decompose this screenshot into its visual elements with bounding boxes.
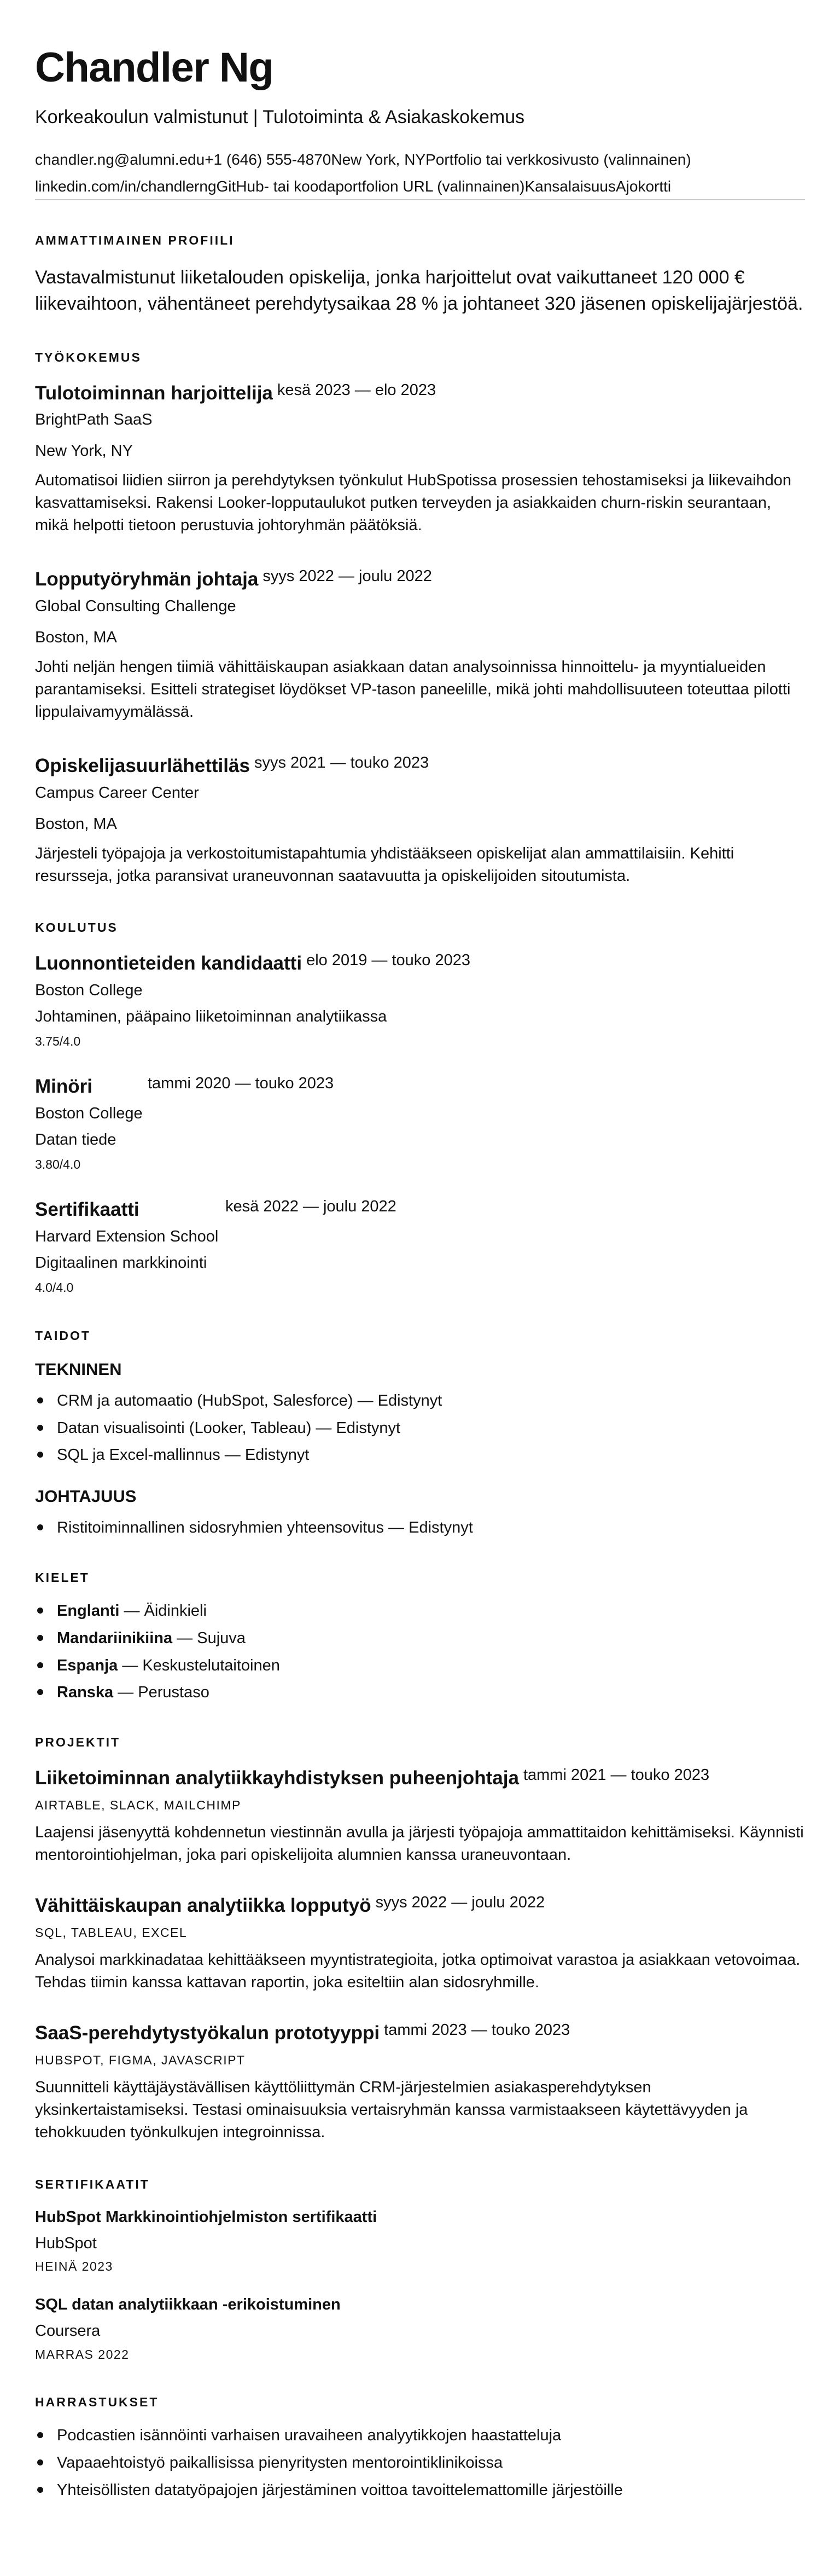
degree-dates: tammi 2020 — touko 2023: [148, 1074, 334, 1092]
school-name: Boston College: [35, 1104, 143, 1122]
degree-title: Sertifikaatti: [35, 1198, 139, 1220]
project-description: Analysoi markkinadataa kehittääkseen myyntistrategioita, jotka optimoivat varastoa ja asiakkaan vetovoimaa. Tehdas tiimin kanssa kattavan raportin, joka esiteltiin alan sidosryhmille.: [35, 1951, 801, 1992]
project-description: Suunnitteli käyttäjäystävällisen käyttöliittymän CRM-järjestelmien asiakasperehdytyksen yksinkertaistamiseksi. Testasi ominaisuuksia vertaisryhmän kanssa varmistaakseen käytettävyyden ja tehokkuuden työnkulkujen integroinnissa.: [35, 2079, 748, 2142]
project-entry: [35, 1894, 805, 1994]
project-tech: SQL, TABLEAU, EXCEL: [35, 1925, 188, 1940]
certifications-section: [35, 2177, 805, 2363]
field-of-study: Datan tiede: [35, 1131, 116, 1149]
skill-list: [35, 1391, 805, 1465]
projects-section: [35, 1735, 805, 2144]
project-name: Vähittäiskaupan analytiikka lopputyö: [35, 1895, 371, 1917]
education-entry: [35, 1198, 805, 1296]
job-organization: BrightPath SaaS: [35, 411, 153, 429]
field-of-study: Digitaalinen markkinointi: [35, 1254, 207, 1272]
section-title: TYÖKOKEMUS: [35, 350, 142, 364]
skill-item: SQL ja Excel-mallinnus — Edistynyt: [35, 1446, 805, 1465]
certification-issuer: Coursera: [35, 2322, 101, 2340]
project-dates: syys 2022 — joulu 2022: [375, 1894, 545, 1912]
skill-list: [35, 1518, 805, 1538]
languages-section: [35, 1570, 805, 1702]
certification-name: HubSpot Markkinointiohjelmiston sertifikaatti: [35, 2208, 377, 2226]
interest-list: [35, 2426, 805, 2499]
skill-item: CRM ja automaatio (HubSpot, Salesforce) — Edistynyt: [35, 1391, 805, 1411]
section-title: HARRASTUKSET: [35, 2395, 159, 2410]
project-name: Liiketoiminnan analytiikkayhdistyksen puheenjohtaja: [35, 1767, 519, 1789]
language-name: Ranska: [57, 1684, 114, 1702]
contact-line-2: linkedin.com/in/chandlerngGitHub- tai koodaportfolion URL (valinnainen)KansalaisuusAjokortti: [35, 177, 805, 200]
job-location: Boston, MA: [35, 815, 117, 833]
profile-summary: Vastavalmistunut liiketalouden opiskelija, jonka harjoittelut ovat vaikuttaneet 120 000 € liikevaihtoon, vähentäneet perehdytysaikaa 28 % ja johtaneet 320 jäsenen opiskelijajärjestöä.: [35, 266, 803, 315]
gpa: 4.0/4.0: [35, 1280, 74, 1295]
section-title: PROJEKTIT: [35, 1735, 121, 1750]
certification-issuer: HubSpot: [35, 2234, 97, 2252]
job-description: Järjesteli työpajoja ja verkostoitumistapahtumia yhdistääkseen opiskelijat alan ammattilaisiin. Kehitti resursseja, jotka paransivat uraneuvonnan saatavuutta ja opiskelijoiden sitoutumista.: [35, 844, 734, 885]
project-entry: [35, 1766, 805, 1866]
certification-date: HEINÄ 2023: [35, 2259, 113, 2274]
experience-section: [35, 350, 805, 887]
job-location: New York, NY: [35, 442, 133, 460]
gpa: 3.80/4.0: [35, 1157, 81, 1172]
section-title: SERTIFIKAATIT: [35, 2177, 150, 2191]
language-name: Espanja: [57, 1656, 118, 1674]
job-description: Automatisoi liidien siirron ja perehdytyksen työnkulut HubSpotissa prosessien tehostamiseksi ja liikevaihdon kasvattamiseksi. Rakensi Looker-lopputaulukot putken terveyden ja asiakkaiden churn-riskin seurantaan, mikä helpotti tietoon perustuvia johtoryhmän päätöksiä.: [35, 471, 792, 535]
certification-entry: [35, 2208, 805, 2275]
field-of-study: Johtaminen, pääpaino liiketoiminnan analytiikassa: [35, 1008, 387, 1026]
school-name: Harvard Extension School: [35, 1227, 219, 1245]
candidate-tagline: Korkeakoulun valmistunut | Tulotoiminta & Asiakaskokemus: [35, 107, 525, 127]
language-name: Mandariinikiina: [57, 1629, 173, 1647]
education-section: [35, 920, 805, 1296]
project-entry: [35, 2021, 805, 2144]
job-title: Lopputyöryhmän johtaja: [35, 568, 259, 590]
project-tech: AIRTABLE, SLACK, MAILCHIMP: [35, 1797, 241, 1812]
resume-header: [35, 44, 805, 200]
interest-item: Yhteisöllisten datatyöpajojen järjestäminen voittoa tavoittelemattomille järjestöille: [35, 2481, 805, 2500]
section-title: KIELET: [35, 1570, 90, 1585]
experience-entry: [35, 381, 805, 537]
degree-dates: elo 2019 — touko 2023: [306, 951, 470, 969]
education-entry: [35, 1075, 805, 1173]
experience-entry: [35, 567, 805, 723]
job-description: Johti neljän hengen tiimiä vähittäiskaupan asiakkaan datan analysoinnissa hinnoittelu- ja myyntialueiden parantamiseksi. Esitteli strategiset löydökset VP-tason paneelille, mikä johti mahdollisuuteen toteuttaa pilotti lippulaivamyymälässä.: [35, 658, 791, 721]
skill-group-title: JOHTAJUUS: [35, 1487, 137, 1506]
candidate-name: Chandler Ng: [35, 44, 273, 91]
language-level: — Keskustelutaitoinen: [118, 1656, 280, 1674]
certification-date: MARRAS 2022: [35, 2347, 130, 2362]
project-dates: tammi 2021 — touko 2023: [523, 1766, 710, 1784]
job-organization: Campus Career Center: [35, 784, 199, 802]
skill-group-title: TEKNINEN: [35, 1359, 122, 1379]
certification-name: SQL datan analytiikkaan -erikoistuminen: [35, 2296, 341, 2314]
resume-page: [35, 44, 805, 2508]
language-item: [35, 1602, 805, 1621]
interest-item: Podcastien isännöinti varhaisen uravaiheen analyytikkojen haastatteluja: [35, 2426, 805, 2445]
school-name: Boston College: [35, 981, 143, 999]
skill-item: Datan visualisointi (Looker, Tableau) — Edistynyt: [35, 1419, 805, 1438]
project-tech: HUBSPOT, FIGMA, JAVASCRIPT: [35, 2053, 246, 2068]
job-dates: syys 2021 — touko 2023: [254, 754, 429, 772]
job-title: Opiskelijasuurlähettiläs: [35, 755, 250, 777]
section-title: KOULUTUS: [35, 920, 118, 935]
language-level: — Äidinkieli: [119, 1602, 207, 1620]
degree-dates: kesä 2022 — joulu 2022: [225, 1197, 396, 1215]
project-name: SaaS-perehdytystyökalun prototyyppi: [35, 2022, 380, 2044]
language-level: — Perustaso: [113, 1684, 209, 1702]
certification-entry: [35, 2296, 805, 2362]
project-description: Laajensi jäsenyyttä kohdennetun viestinnän avulla ja järjesti työpajoja ammattitaidon kehittämiseksi. Käynnisti mentorointiohjelman, joka pari opiskelijoita alumnien kanssa uraneuvontaan.: [35, 1823, 804, 1864]
interests-section: [35, 2395, 805, 2499]
section-title: AMMATTIMAINEN PROFIILI: [35, 233, 235, 247]
experience-entry: [35, 754, 805, 887]
interest-item: Vapaaehtoistyö paikallisissa pienyritysten mentorointiklinikoissa: [35, 2453, 805, 2473]
language-item: [35, 1629, 805, 1648]
job-location: Boston, MA: [35, 628, 117, 646]
language-level: — Sujuva: [172, 1629, 246, 1647]
skill-item: Ristitoiminnallinen sidosryhmien yhteensovitus — Edistynyt: [35, 1518, 805, 1538]
contact-line-1: chandler.ng@alumni.edu+1 (646) 555-4870New York, NYPortfolio tai verkkosivusto (valinnainen): [35, 150, 691, 168]
language-name: Englanti: [57, 1602, 120, 1620]
profile-section: [35, 233, 805, 317]
job-organization: Global Consulting Challenge: [35, 597, 236, 616]
education-entry: [35, 952, 805, 1049]
section-title: TAIDOT: [35, 1328, 91, 1343]
job-dates: kesä 2023 — elo 2023: [277, 381, 436, 399]
job-title: Tulotoiminnan harjoittelija: [35, 382, 273, 404]
project-dates: tammi 2023 — touko 2023: [384, 2021, 570, 2039]
gpa: 3.75/4.0: [35, 1034, 81, 1049]
degree-title: Luonnontieteiden kandidaatti: [35, 952, 302, 974]
skills-section: [35, 1328, 805, 1538]
job-dates: syys 2022 — joulu 2022: [262, 567, 432, 585]
language-item: [35, 1656, 805, 1675]
language-item: [35, 1683, 805, 1702]
degree-title: Minöri: [35, 1075, 92, 1097]
language-list: [35, 1602, 805, 1702]
